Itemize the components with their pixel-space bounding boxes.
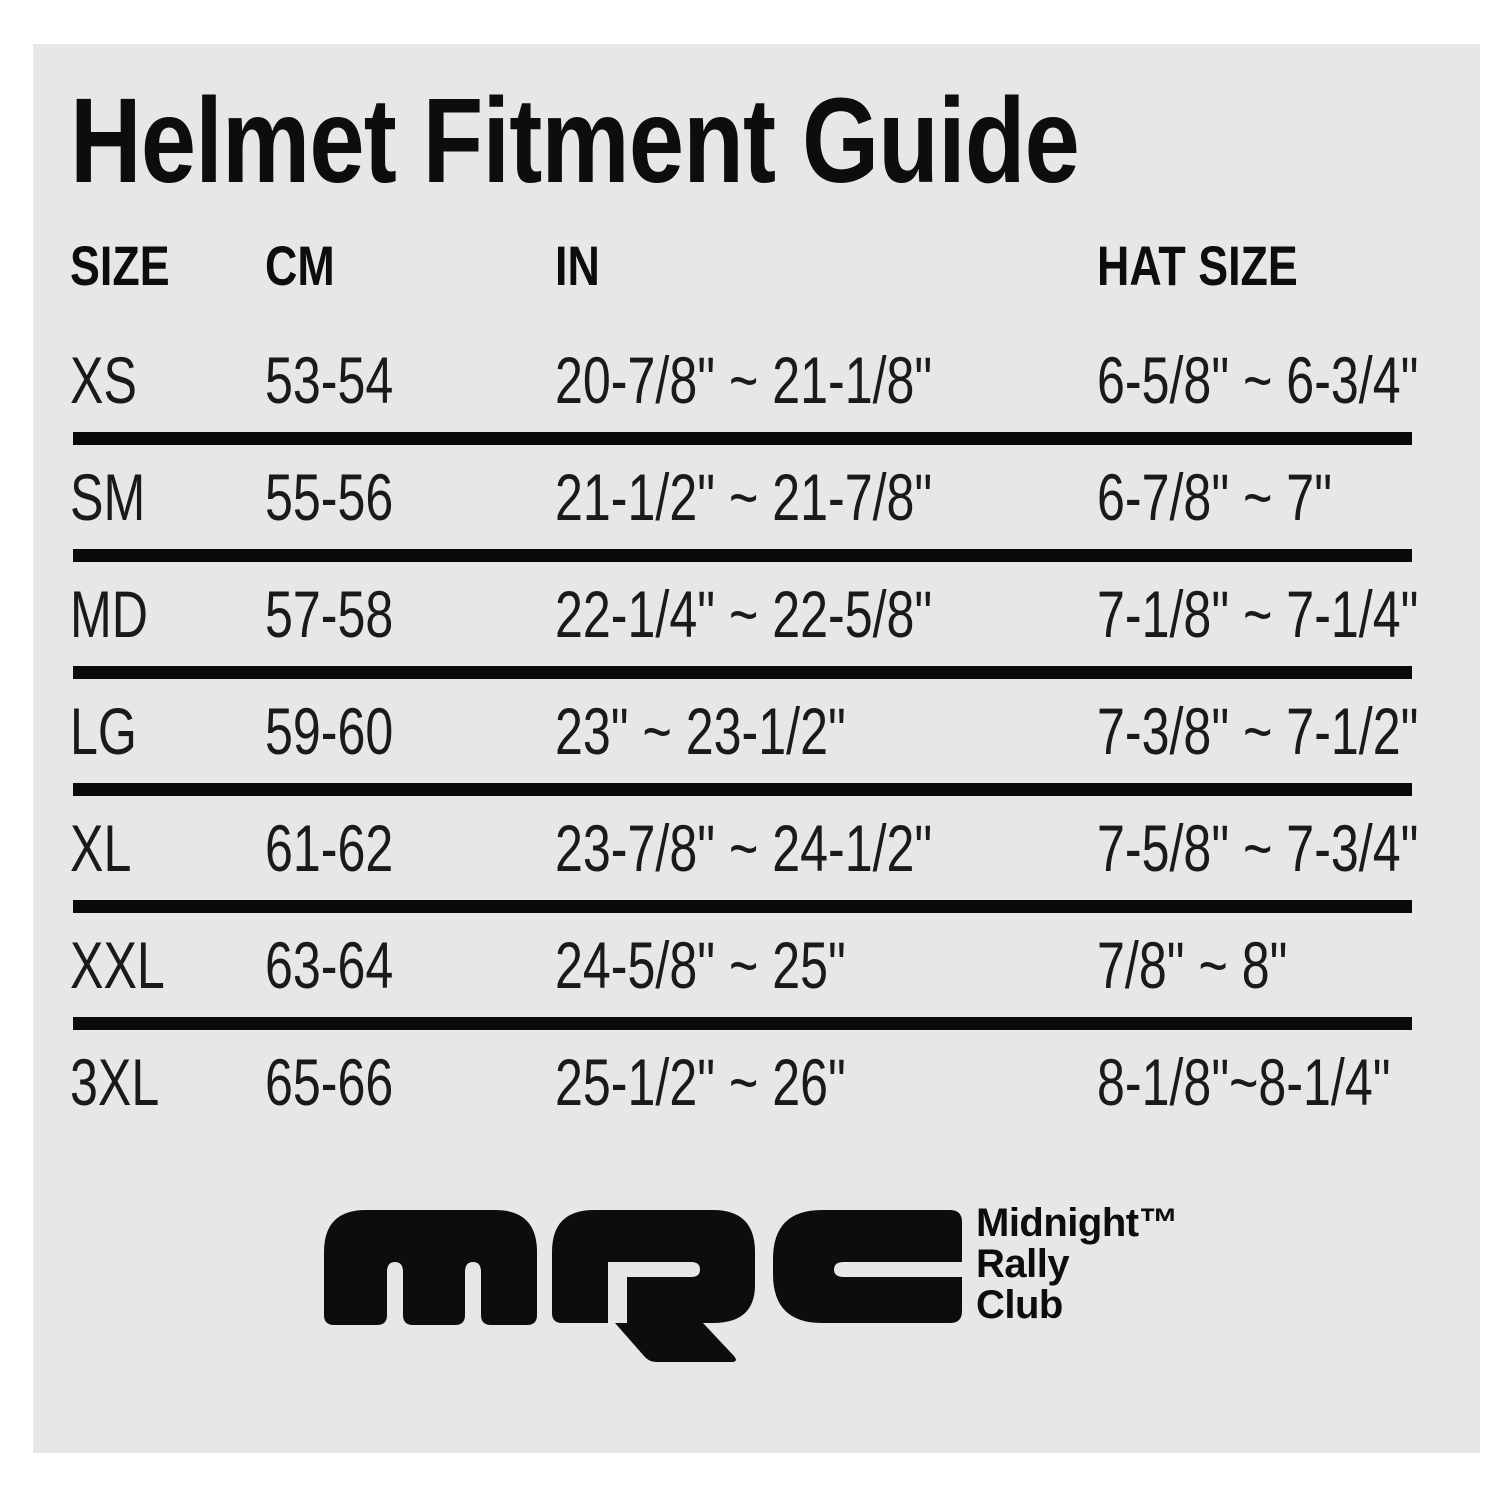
page-title: Helmet Fitment Guide [70, 72, 1079, 208]
hat-size-value: 7-5/8" ~ 7-3/4" [1097, 811, 1419, 885]
size-value: SM [70, 460, 146, 534]
size-value: XS [70, 343, 137, 417]
size-value: 3XL [70, 1045, 160, 1119]
hat-size-value: 8-1/8"~8-1/4" [1097, 1045, 1391, 1119]
brand-line-midnight: Midnight™ [976, 1201, 1179, 1245]
cm-value: 59-60 [265, 694, 394, 768]
size-value: LG [70, 694, 137, 768]
hat-size-value: 7-1/8" ~ 7-1/4" [1097, 577, 1419, 651]
hat-size-value: 7-3/8" ~ 7-1/2" [1097, 694, 1419, 768]
cm-value: 63-64 [265, 928, 394, 1002]
brand-line-club: Club [976, 1283, 1063, 1327]
hat-size-value: 6-7/8" ~ 7" [1097, 460, 1333, 534]
column-header-size: SIZE [70, 234, 170, 297]
cm-value: 61-62 [265, 811, 394, 885]
column-header-hat-size: HAT SIZE [1097, 234, 1298, 297]
in-value: 21-1/2" ~ 21-7/8" [555, 460, 933, 534]
size-value: XXL [70, 928, 165, 1002]
cm-value: 57-58 [265, 577, 394, 651]
in-value: 22-1/4" ~ 22-5/8" [555, 577, 933, 651]
brand-line-rally: Rally [976, 1242, 1070, 1286]
brand-wordmark [976, 1203, 1178, 1326]
in-value: 25-1/2" ~ 26" [555, 1045, 846, 1119]
hat-size-value: 6-5/8" ~ 6-3/4" [1097, 343, 1419, 417]
cm-value: 53-54 [265, 343, 394, 417]
size-value: MD [70, 577, 149, 651]
size-value: XL [70, 811, 132, 885]
in-value: 20-7/8" ~ 21-1/8" [555, 343, 933, 417]
column-header-in: IN [555, 234, 600, 297]
in-value: 24-5/8" ~ 25" [555, 928, 846, 1002]
column-header-cm: CM [265, 234, 335, 297]
hat-size-value: 7/8" ~ 8" [1097, 928, 1288, 1002]
in-value: 23-7/8" ~ 24-1/2" [555, 811, 933, 885]
cm-value: 55-56 [265, 460, 394, 534]
cm-value: 65-66 [265, 1045, 394, 1119]
in-value: 23" ~ 23-1/2" [555, 694, 846, 768]
